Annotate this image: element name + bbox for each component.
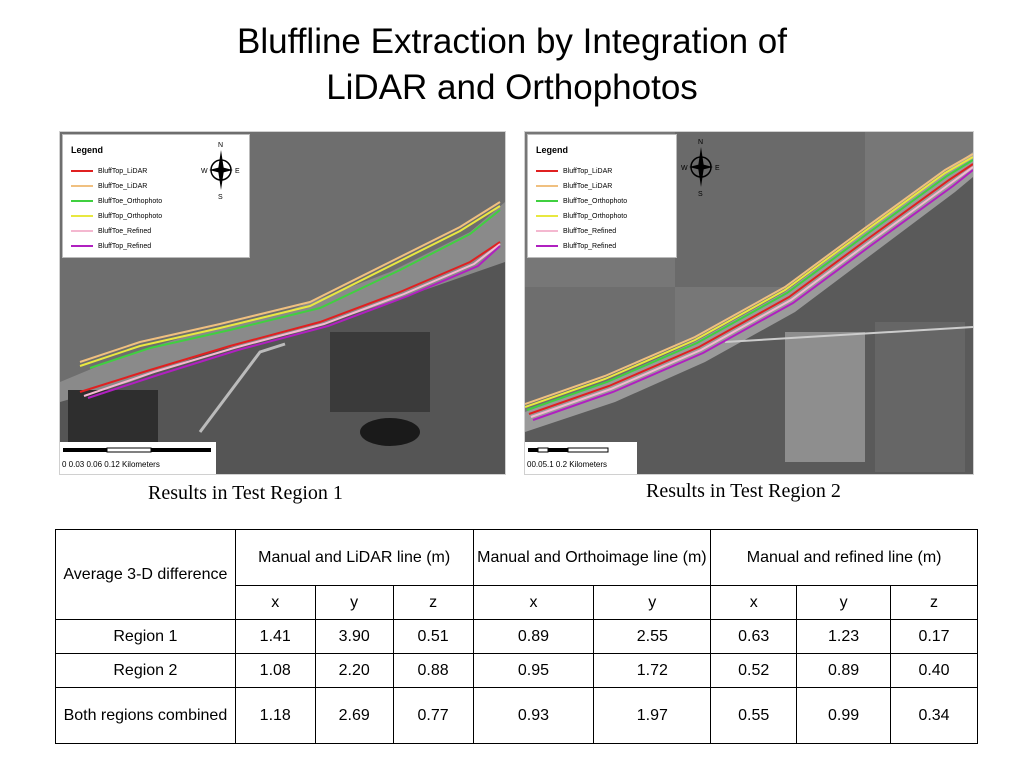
region-2-caption: Results in Test Region 2	[646, 480, 841, 502]
legend-item	[536, 195, 627, 207]
legend-swatch	[536, 170, 558, 172]
group-header-orthoimage: Manual and Orthoimage line (m)	[473, 530, 711, 586]
legend-swatch	[536, 230, 558, 232]
legend-label: BluffToe_Refined	[98, 227, 152, 235]
legend-swatch	[71, 215, 93, 217]
subheader-cell: y	[315, 586, 393, 620]
region-2-map	[524, 131, 974, 475]
legend-label: BluffTop_Refined	[98, 242, 152, 250]
legend-swatch	[536, 215, 558, 217]
legend-label: BluffTop_LiDAR	[98, 167, 148, 175]
legend-label: BluffTop_Orthophoto	[98, 212, 163, 220]
legend-item	[536, 225, 616, 237]
table-row	[56, 620, 978, 654]
legend-swatch	[71, 200, 93, 202]
legend-swatch	[71, 170, 93, 172]
table-cell: 3.90	[315, 620, 393, 654]
legend-title: Legend	[536, 145, 569, 155]
subheader-cell: z	[393, 586, 473, 620]
subheader-cell: x	[235, 586, 315, 620]
table-row	[56, 654, 978, 688]
legend-swatch	[71, 230, 93, 232]
table-cell: 1.23	[797, 620, 891, 654]
compass-n: N	[698, 139, 704, 146]
group-header-refined: Manual and refined line (m)	[711, 530, 978, 586]
region-1-caption: Results in Test Region 1	[148, 482, 343, 504]
table-cell: 2.55	[594, 620, 711, 654]
legend-item	[71, 195, 162, 207]
legend-swatch	[536, 200, 558, 202]
table-cell: 0.55	[711, 688, 797, 744]
table-cell: 2.69	[315, 688, 393, 744]
legend-swatch	[71, 245, 93, 247]
legend-swatch	[536, 185, 558, 187]
table-cell: 0.40	[891, 654, 978, 688]
table-cell: 1.41	[235, 620, 315, 654]
scale-bar-label: 0 0.03 0.06 0.12 Kilometers	[62, 460, 160, 469]
legend-label: BluffToe_Orthophoto	[563, 197, 628, 205]
group-header-lidar: Manual and LiDAR line (m)	[235, 530, 473, 586]
legend-item	[71, 165, 147, 177]
legend-item	[71, 210, 162, 222]
map-legend	[527, 134, 677, 258]
scale-bar-label: 00.05.1 0.2 Kilometers	[527, 460, 608, 469]
region-1-map	[59, 131, 506, 475]
table-cell: 0.52	[711, 654, 797, 688]
table-row	[56, 688, 978, 744]
legend-label: BluffTop_Orthophoto	[563, 212, 628, 220]
table-cell: 1.72	[594, 654, 711, 688]
map-scale-bar	[60, 442, 216, 474]
table-cell: 0.51	[393, 620, 473, 654]
legend-label: BluffToe_LiDAR	[98, 182, 148, 190]
compass-n: N	[218, 142, 224, 149]
subheader-cell: y	[797, 586, 891, 620]
legend-item	[71, 180, 147, 192]
row-label: Region 1	[56, 620, 236, 654]
compass-e: E	[235, 168, 240, 175]
legend-label: BluffTop_LiDAR	[563, 167, 613, 175]
scale-bar-graphic	[525, 442, 637, 458]
table-cell: 1.97	[594, 688, 711, 744]
legend-item	[71, 225, 151, 237]
table-cell: 0.95	[473, 654, 594, 688]
legend-swatch	[71, 185, 93, 187]
map-scale-bar	[525, 442, 637, 474]
legend-item	[536, 180, 612, 192]
compass-e: E	[715, 165, 720, 172]
compass-s: S	[218, 194, 223, 201]
slide-title-line-2: LiDAR and Orthophotos	[326, 68, 698, 107]
map-legend	[62, 134, 250, 258]
table-cell: 0.89	[473, 620, 594, 654]
legend-label: BluffToe_Refined	[563, 227, 617, 235]
table-cell: 0.63	[711, 620, 797, 654]
table-cell: 0.77	[393, 688, 473, 744]
legend-item	[536, 210, 627, 222]
table-cell: 2.20	[315, 654, 393, 688]
row-label: Region 2	[56, 654, 236, 688]
table-cell: 0.88	[393, 654, 473, 688]
legend-item	[71, 240, 151, 252]
scale-bar-graphic	[60, 442, 216, 458]
table-cell: 1.08	[235, 654, 315, 688]
legend-item	[536, 240, 616, 252]
north-arrow-compass-icon	[681, 136, 721, 198]
table-corner-header: Average 3-D difference	[56, 530, 236, 620]
table-cell: 0.17	[891, 620, 978, 654]
legend-label: BluffTop_Refined	[563, 242, 617, 250]
compass-w: W	[681, 165, 688, 172]
legend-item	[536, 165, 612, 177]
table-cell: 0.89	[797, 654, 891, 688]
results-table	[55, 529, 978, 744]
compass-w: W	[201, 168, 208, 175]
legend-label: BluffToe_Orthophoto	[98, 197, 163, 205]
legend-title: Legend	[71, 145, 104, 155]
table-cell: 0.99	[797, 688, 891, 744]
subheader-cell: y	[594, 586, 711, 620]
subheader-cell: z	[891, 586, 978, 620]
legend-swatch	[536, 245, 558, 247]
subheader-cell: x	[711, 586, 797, 620]
row-label: Both regions combined	[56, 688, 236, 744]
table-cell: 0.93	[473, 688, 594, 744]
compass-s: S	[698, 191, 703, 198]
slide-title-line-1: Bluffline Extraction by Integration of	[237, 22, 787, 61]
table-cell: 1.18	[235, 688, 315, 744]
legend-label: BluffToe_LiDAR	[563, 182, 613, 190]
north-arrow-compass-icon	[201, 139, 241, 201]
subheader-cell: x	[473, 586, 594, 620]
table-cell: 0.34	[891, 688, 978, 744]
